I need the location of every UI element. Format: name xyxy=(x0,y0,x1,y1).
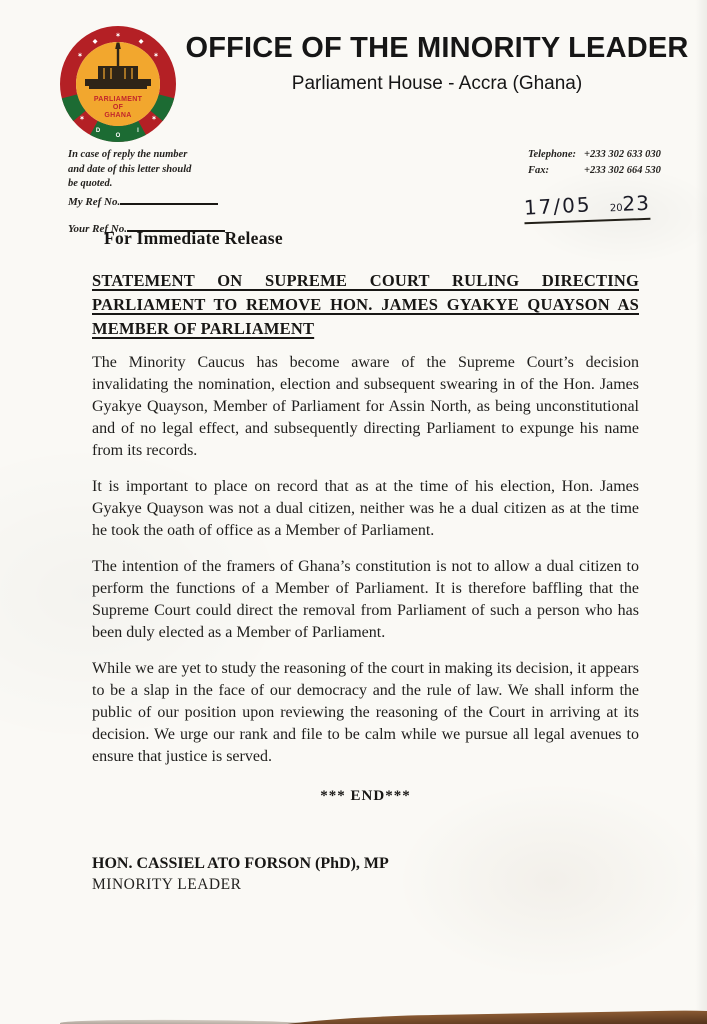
date-year-group xyxy=(609,191,650,216)
release-line: For Immediate Release xyxy=(104,228,283,248)
photo-bottom-edge xyxy=(238,1010,707,1024)
signatory-name: HON. CASSIEL ATO FORSON (PhD), MP xyxy=(92,855,389,872)
svg-text:✶: ✶ xyxy=(79,116,85,122)
fax-row xyxy=(528,163,661,179)
paragraph: It is important to place on record that as at the time of his election, Hon. James Gyakye Quayson was not a dual citizen, neither was he a dual citizen as at the time he took the oath of office as a Member of Parliament. xyxy=(92,478,639,539)
my-ref-blank-rule xyxy=(120,194,218,205)
office-subtitle: Parliament House - Accra (Ghana) xyxy=(291,73,583,94)
reply-note-line: be quoted. xyxy=(68,178,113,190)
svg-text:D: D xyxy=(95,128,101,134)
statement-heading-line: STATEMENT ON SUPREME COURT RULING DIRECTING xyxy=(92,271,639,290)
parliament-ghana-emblem-icon xyxy=(58,24,178,144)
end-marker: *** END*** xyxy=(320,788,411,804)
photo-bottom-edge-shadow xyxy=(60,1019,320,1024)
statement-heading-line: PARLIAMENT TO REMOVE HON. JAMES GYAKYE QUAYSON AS xyxy=(92,295,639,314)
svg-text:✶: ✶ xyxy=(115,33,121,39)
date-handwritten xyxy=(524,191,651,224)
svg-text:✶: ✶ xyxy=(77,53,83,59)
svg-text:✶: ✶ xyxy=(153,53,159,59)
paragraph: The Minority Caucus has become aware of the Supreme Court’s decision invalidating the nomination, election and subsequent swearing in of the Hon. James Gyakye Quayson, Member of Parliament for Assin North, as being unconstitutional and of no legal effect, and subsequently directing Parliament to expunge his name from its records. xyxy=(92,354,639,459)
signatory-title: MINORITY LEADER xyxy=(92,876,242,893)
emblem-caption-line2: OF xyxy=(112,104,124,111)
office-title: OFFICE OF THE MINORITY LEADER xyxy=(185,32,689,64)
letterhead xyxy=(182,32,692,95)
reply-note-line: and date of this letter should xyxy=(68,163,192,175)
svg-text:◆: ◆ xyxy=(138,39,144,45)
paragraph: While we are yet to study the reasoning of the court in making its decision, it appears to be a slap in the face of our democracy and the rule of law. We shall inform the public of our position upon reviewing the reasoning of the Court in arriving at its decision. We urge our rank and file to be calm while we pursue all legal avenues to ensure that justice is served. xyxy=(92,660,639,765)
my-ref-label: My Ref No. xyxy=(68,196,121,208)
svg-text:O: O xyxy=(115,133,121,139)
date-century-preprinted: 20 xyxy=(609,202,623,215)
date-day-month: 17/05 xyxy=(523,192,593,220)
svg-text:✶: ✶ xyxy=(151,116,157,122)
paragraph: The intention of the framers of Ghana’s constitution is not to allow a dual citizen to perform the functions of a Member of Parliament. It is therefore baffling that the Supreme Court could direct the removal from Parliament of such a person who has been duly elected as a Member of Parliament. xyxy=(92,558,639,641)
telephone-label: Telephone: xyxy=(528,149,577,160)
telephone-number: +233 302 633 030 xyxy=(584,149,661,160)
date-year-handwritten: 23 xyxy=(622,190,651,216)
letter-body xyxy=(92,269,639,894)
my-ref-line xyxy=(68,194,218,208)
svg-text:I: I xyxy=(137,128,139,134)
contact-block xyxy=(528,147,661,180)
svg-text:◆: ◆ xyxy=(92,39,98,45)
heading-spacer xyxy=(92,341,639,352)
telephone-row xyxy=(528,147,661,163)
statement-heading-line: MEMBER OF PARLIAMENT xyxy=(92,319,315,338)
fax-label: Fax: xyxy=(528,165,549,177)
fax-number: +233 302 664 530 xyxy=(584,165,661,177)
reply-note xyxy=(68,148,191,192)
parliament-ghana-logo xyxy=(58,24,178,144)
reply-note-line: In case of reply the number xyxy=(68,149,188,160)
emblem-caption-line1: PARLIAMENT xyxy=(93,96,143,103)
your-ref-label: Your Ref No. xyxy=(68,223,127,235)
emblem-caption-line3: GHANA xyxy=(104,112,132,119)
